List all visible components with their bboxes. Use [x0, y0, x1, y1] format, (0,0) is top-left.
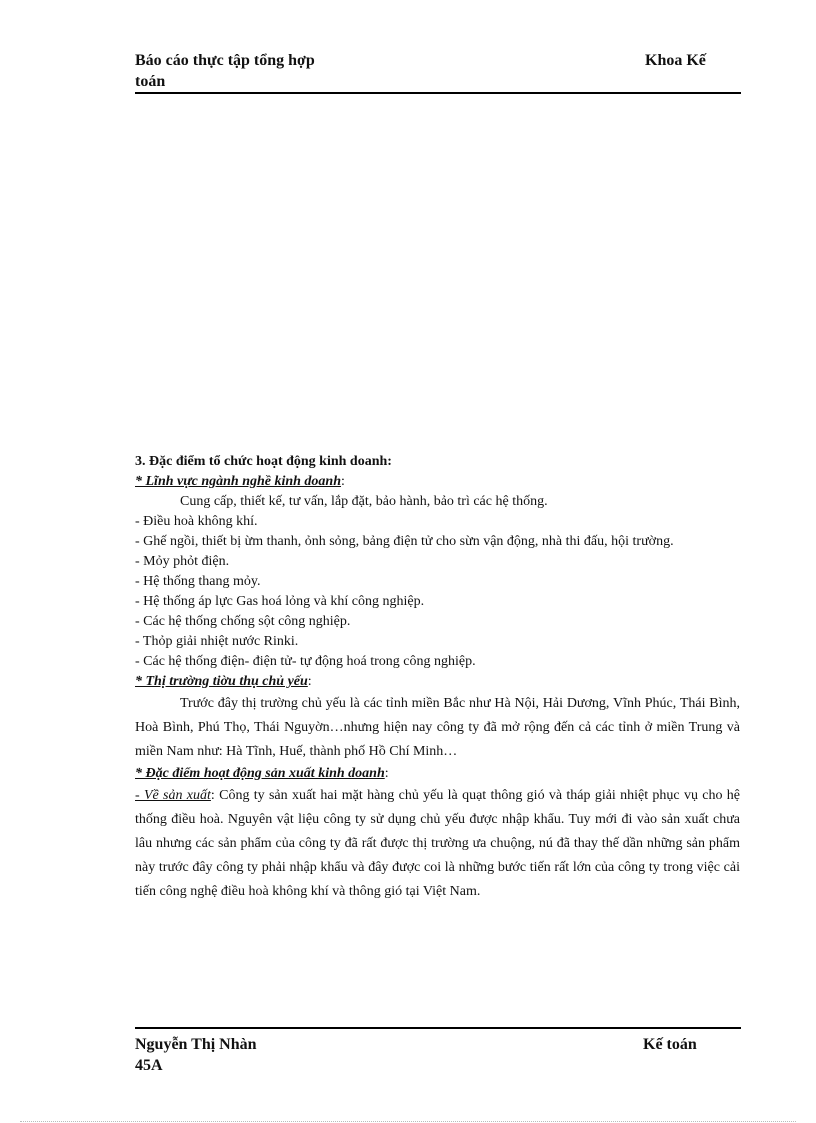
list-item: - Mỏy phỏt điện.: [135, 554, 230, 569]
list-item: - Hệ thống thang mỏy.: [135, 574, 261, 589]
market-heading-line: [135, 672, 740, 692]
field-heading-colon: :: [341, 474, 345, 489]
footer-major: Kế toán: [643, 1036, 697, 1053]
header-title: [135, 50, 495, 92]
header-title-line2: toán: [135, 73, 166, 90]
list-item: - Điều hoà không khí.: [135, 514, 258, 529]
list-item: - Các hệ thống chống sột công nghiệp.: [135, 614, 351, 629]
document-body: [135, 452, 740, 904]
production-heading: * Đặc điểm hoạt động sản xuất kinh doanh: [135, 766, 385, 781]
header-title-line1: Báo cáo thực tập tổng hợp: [135, 52, 315, 69]
list-item: - Các hệ thống điện- điện tử- tự động hoá trong công nghiệp.: [135, 654, 476, 669]
list-item: - Hệ thống áp lực Gas hoá lỏng và khí công nghiệp.: [135, 594, 425, 609]
production-text: : Công ty sản xuất hai mặt hàng chủ yếu là quạt thông gió và tháp giải nhiệt phục vụ cho hệ thống điều hoà. Nguyên vật liệu công ty sử dụng chủ yếu được nhập khẩu. Tuy mới đi vào sản xuất chưa lâu nhưng các sản phẩm của công ty đã rất được thị trường ưa chuộng, nú đã thay thế dần những sản phẩm này trước đây công ty phải nhập khẩu và đây được coi là những bước tiến rất lớn của công ty trong việc cải tiến công nghệ điều hoà không khí và thông gió tại Việt Nam.: [135, 788, 740, 899]
market-paragraph: Trước đây thị trường chủ yếu là các tỉnh miền Bắc như Hà Nội, Hải Dương, Vĩnh Phúc, Thái Bình, Hoà Bình, Phú Thọ, Thái Nguyờn…nhưng hiện nay công ty đã mở rộng đến cả các tỉnh ở miền Trung và miền Nam như: Hà Tĩnh, Huế, thành phố Hồ Chí Minh…: [135, 696, 740, 759]
list-item: - Ghế ngồi, thiết bị ừm thanh, ỏnh sỏng, bảng điện tử cho sừn vận động, nhà thi đấu, hội trường.: [135, 534, 674, 549]
header-department: Khoa Kế: [645, 52, 706, 69]
footer-rule: [135, 1027, 741, 1029]
market-heading-colon: :: [307, 674, 312, 689]
list-item: - Thỏp giải nhiệt nước Rinki.: [135, 634, 299, 649]
page-bottom-dotted-line: [20, 1121, 796, 1122]
footer-author-name: Nguyễn Thị Nhàn: [135, 1036, 257, 1053]
production-heading-colon: :: [384, 766, 389, 781]
production-lead: - Về sản xuất: [135, 788, 211, 803]
field-heading-line: [135, 472, 740, 492]
footer-author-class: 45A: [135, 1057, 163, 1074]
field-intro: Cung cấp, thiết kế, tư vấn, lắp đặt, bảo hành, bảo trì các hệ thống.: [180, 494, 548, 509]
production-heading-line: [135, 764, 740, 784]
section-title: 3. Đặc điểm tổ chức hoạt động kinh doanh:: [135, 454, 392, 469]
footer-author: [135, 1034, 435, 1076]
field-heading: * Lĩnh vực ngành nghề kinh doanh: [135, 474, 342, 489]
header-rule: [135, 92, 741, 94]
production-paragraph: [135, 784, 740, 904]
market-heading: * Thị trường tiờu thụ chủ yếu: [135, 674, 308, 689]
